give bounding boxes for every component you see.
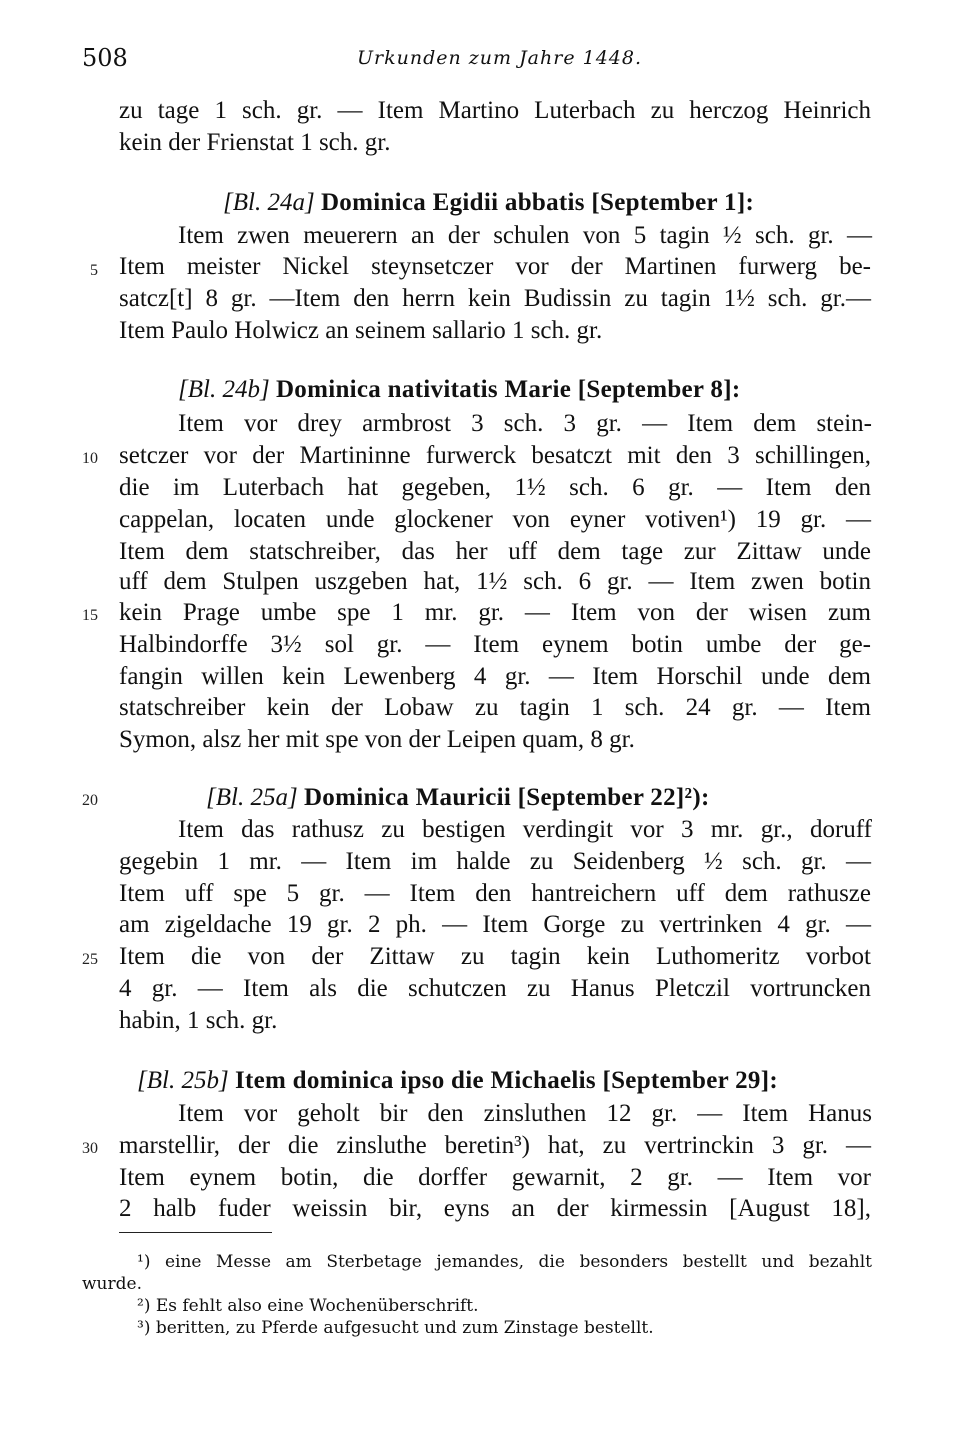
text-line: kein Prage umbe spe 1 mr. gr. — Item von der wisen zum [119, 599, 871, 626]
text-line: uff dem Stulpen uszgeben hat, 1½ sch. 6 gr. — Item zwen botin [119, 568, 871, 595]
text-line: Item vor drey armbrost 3 sch. 3 gr. — Item dem stein- [178, 410, 872, 437]
text-line: Item uff spe 5 gr. — Item den hantreichern uff dem rathusze [119, 880, 871, 907]
text-line: Symon, alsz her mit spe von der Leipen quam, 8 gr. [119, 726, 635, 753]
text-line: die im Luterbach hat gegeben, 1½ sch. 6 gr. — Item den [119, 474, 871, 501]
section-heading [137, 1066, 778, 1096]
text-line: cappelan, locaten unde glockener von eyner votiven¹) 19 gr. — [119, 506, 871, 533]
heading-text: Dominica Egidii abbatis [September 1]: [320, 189, 755, 216]
folio-reference: [Bl. 24a] [223, 189, 315, 216]
section-heading [223, 188, 754, 218]
heading-text: Dominica nativitatis Marie [September 8]: [275, 376, 741, 403]
text-line: 4 gr. — Item als die schutczen zu Hanus Pletczil vortruncken [119, 975, 871, 1002]
text-line: gegebin 1 mr. — Item im halde zu Seidenberg ½ sch. gr. — [119, 848, 871, 875]
text-line: Item zwen meuerern an der schulen von 5 tagin ½ sch. gr. — [178, 222, 872, 249]
footnote: ³) beritten, zu Pferde aufgesucht und zum Zinstage bestellt. [137, 1318, 654, 1338]
text-line: Item das rathusz zu bestigen verdingit vor 3 mr. gr., doruff [178, 816, 872, 843]
line-number: 25 [82, 951, 98, 968]
line-number: 5 [90, 262, 98, 279]
text-line: am zigeldache 19 gr. 2 ph. — Item Gorge zu vertrinken 4 gr. — [119, 911, 871, 938]
text-line: marstellir, der die zinsluthe beretin³) hat, zu vertrinckin 3 gr. — [119, 1132, 871, 1159]
footnote-divider [119, 1232, 272, 1233]
folio-reference: [Bl. 25b] [137, 1067, 229, 1094]
text-line: 2 halb fuder weissin bir, eyns an der kirmessin [August 18], [119, 1195, 871, 1222]
text-line: statschreiber kein der Lobaw zu tagin 1 sch. 24 gr. — Item [119, 694, 871, 721]
text-line: Item vor geholt bir den zinsluthen 12 gr. — Item Hanus [178, 1100, 872, 1127]
text-line: Item meister Nickel steynsetczer vor der Martinen furwerg be- [119, 253, 871, 280]
text-line: setczer vor der Martininne furwerck besatczt mit den 3 schillingen, [119, 442, 871, 469]
text-line: Halbindorffe 3½ sol gr. — Item eynem botin umbe der ge- [119, 631, 871, 658]
running-head: Urkunden zum Jahre 1448. [357, 47, 643, 69]
footnote: ¹) eine Messe am Sterbetage jemandes, die besonders bestellt und bezahlt [137, 1252, 872, 1272]
footnote: wurde. [82, 1274, 142, 1294]
text-line: Item dem statschreiber, das her uff dem tage zur Zittaw unde [119, 538, 871, 565]
text-line: Item Paulo Holwicz an seinem sallario 1 sch. gr. [119, 317, 603, 344]
text-line: Item eynem botin, die dorffer gewarnit, 2 gr. — Item vor [119, 1164, 871, 1191]
text-line: kein der Frienstat 1 sch. gr. [119, 129, 391, 156]
footnote: ²) Es fehlt also eine Wochenüberschrift. [137, 1296, 479, 1316]
line-number: 30 [82, 1140, 98, 1157]
text-line: habin, 1 sch. gr. [119, 1007, 278, 1034]
heading-text: Dominica Mauricii [September 22]²): [303, 784, 710, 811]
line-number: 10 [82, 450, 98, 467]
text-line: zu tage 1 sch. gr. — Item Martino Luterbach zu herczog Heinrich [119, 97, 871, 124]
text-line: fangin willen kein Lewenberg 4 gr. — Item Horschil unde dem [119, 663, 871, 690]
text-line: Item die von der Zittaw zu tagin kein Luthomeritz vorbot [119, 943, 871, 970]
line-number: 20 [82, 792, 98, 809]
section-heading [178, 375, 740, 405]
line-number: 15 [82, 607, 98, 624]
text-line: satcz[t] 8 gr. —Item den herrn kein Budissin zu tagin 1½ sch. gr.— [119, 285, 871, 312]
heading-text: Item dominica ipso die Michaelis [September 29]: [234, 1067, 778, 1094]
section-heading [206, 783, 710, 813]
page-number: 508 [82, 44, 128, 72]
folio-reference: [Bl. 25a] [206, 784, 298, 811]
folio-reference: [Bl. 24b] [178, 376, 270, 403]
